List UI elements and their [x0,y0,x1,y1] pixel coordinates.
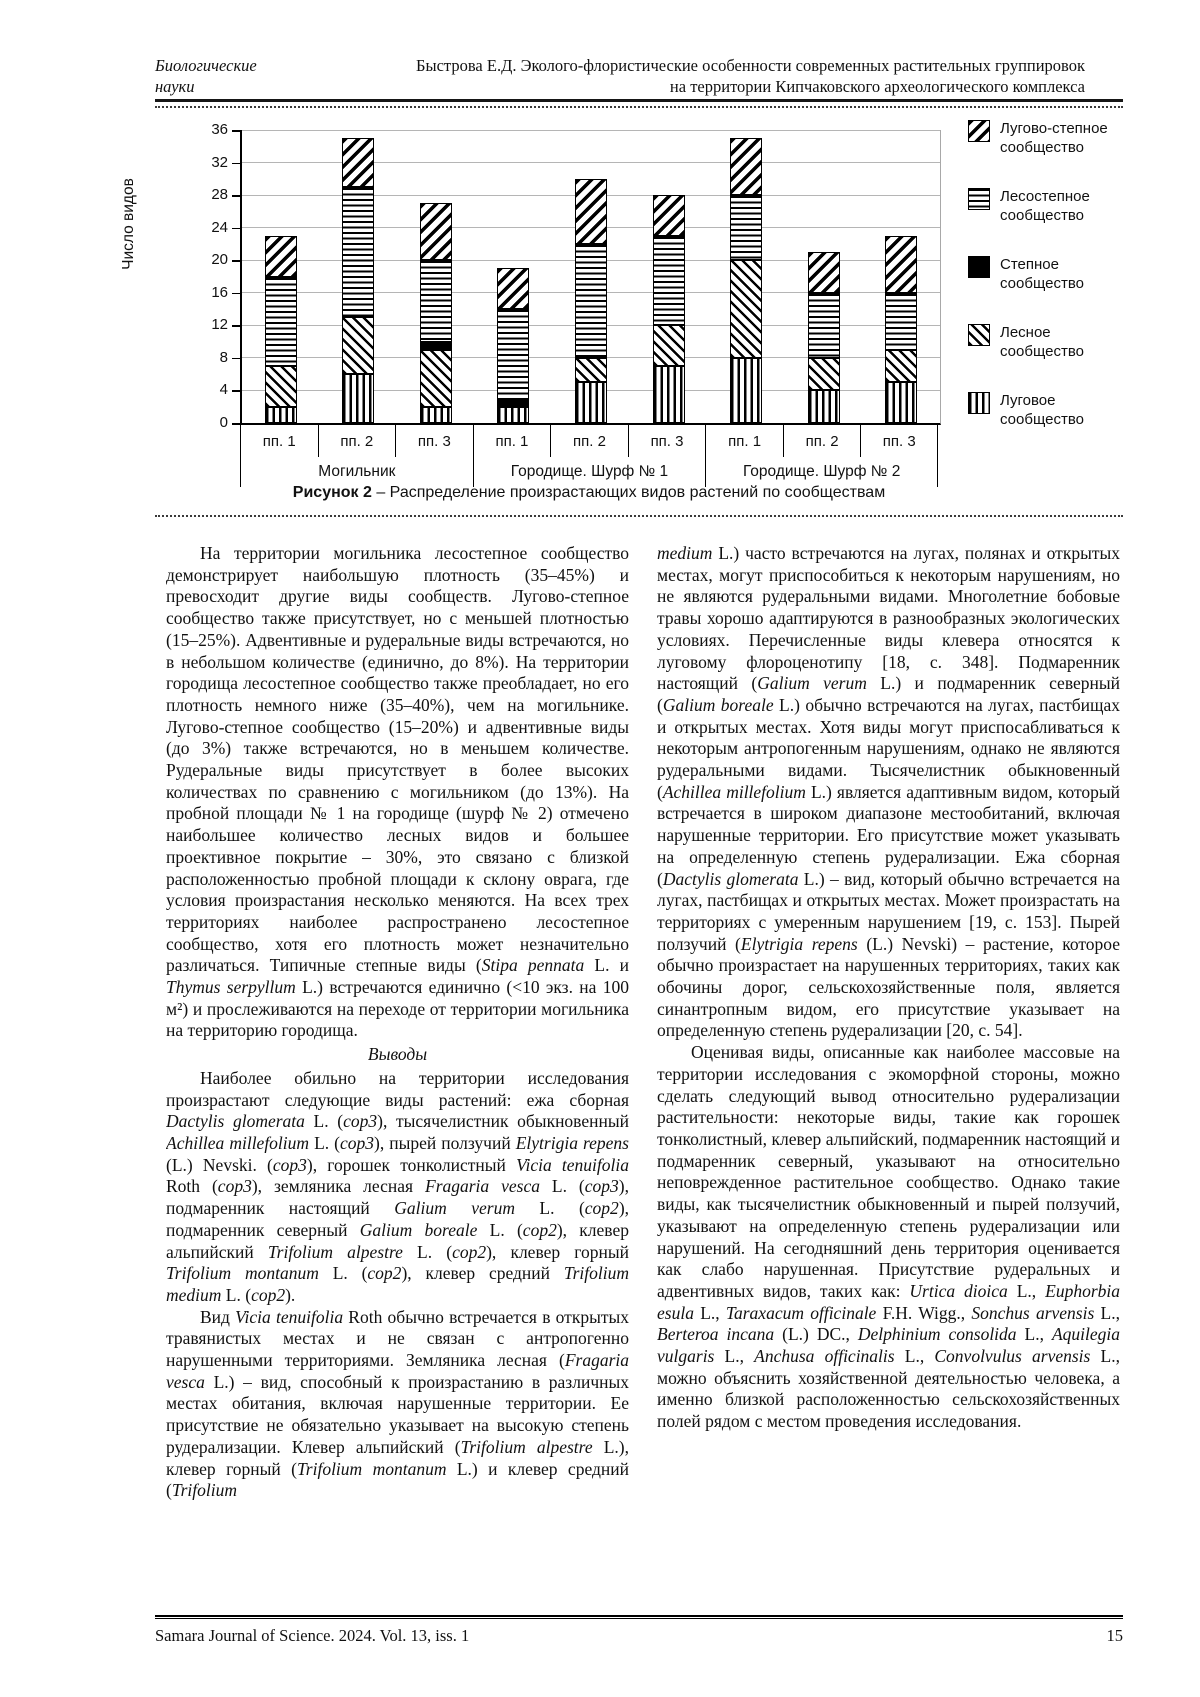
y-tick-mark [232,390,240,392]
legend-label-line1: Лесостепное [1000,188,1090,205]
legend-swatch [968,324,990,346]
y-tick-label: 0 [219,414,228,431]
bar-segment [265,366,297,407]
bar-segment [575,382,607,423]
legend-swatch [968,392,990,414]
y-tick-label: 4 [219,381,228,399]
legend-label-line2: сообщество [1000,207,1084,224]
section-line2: науки [155,77,195,96]
y-tick-label: 16 [211,283,228,301]
body-paragraph: Наиболее обильно на территории исследования произрастают следующие виды растений: ежа сборная Dactylis glomerata L. (cop3), тысячелистник обыкновенный Achillea millefolium L. (cop3), пырей ползучий Elytrigia repens (L.) Nevski. (cop3), горошек тонколистный Vicia tenuifolia Roth (cop3), земляника лесная Fragaria vesca L. (cop3), подмаренник настоящий Galium verum L. (cop2), подмаренник северный Galium boreale L. (cop2), клевер альпийский Trifolium alpestre L. (cop2), клевер горный Trifolium montanum L. (cop2), клевер средний Trifolium medium L. (cop2). [166,1067,629,1305]
bar-segment [420,203,452,260]
bar-segment [885,236,917,293]
legend-label-line1: Лесное [1000,324,1051,341]
y-tick-label: 8 [219,348,228,366]
plot-area [240,130,941,425]
bar-segment [653,236,685,326]
legend-label-line2: сообщество [1000,275,1084,292]
bar-segment [653,325,685,366]
bar-segment [497,268,529,309]
legend-label-line2: сообщество [1000,411,1084,428]
bar-segment [575,179,607,244]
legend-label-line2: сообщество [1000,343,1084,360]
bar-segment [885,350,917,383]
legend-label-line1: Лугово-степное [1000,120,1108,137]
y-tick-mark [232,293,240,295]
x-axis-category-cell: пп. 2 [783,425,861,457]
x-axis-group-cell: Могильник [240,457,473,487]
bar-segment [265,407,297,423]
x-axis-category-cell: пп. 1 [705,425,783,457]
y-tick-label: 24 [211,218,228,236]
y-tick-mark [232,130,240,132]
running-title-line1: Быстрова Е.Д. Эколого-флористические особенности современных растительных группировок [416,56,1085,75]
running-title [345,55,1085,97]
header-rule [155,99,1123,102]
bar-segment [342,317,374,374]
legend-swatch [968,188,990,210]
bar-segment [575,358,607,382]
figure-chart [0,116,1200,488]
figure-caption-text: – Распределение произрастающих видов растений по сообществам [371,484,886,501]
caption-separator [155,515,1123,517]
x-axis-category-cell: пп. 1 [240,425,318,457]
bar-segment [653,195,685,236]
body-paragraph: На территории могильника лесостепное сообщество демонстрирует наибольшую плотность (35–45%) и превосходит другие виды сообществ. Лугово-степное сообщество также присутствует, но с меньшей плотностью (15–25%). Адвентивные и рудеральные виды встречаются, но в небольшом количестве (единично, до 8%). На территории городища лесостепное сообщество также преобладает, но его плотность немного ниже (35–40%), чем на могильнике. Лугово-степное сообщество (15–20%) и адвентивные виды (до 3%) также встречаются, но в меньшем количестве. Рудеральные виды присутствует в более высоких количествах по сравнению с могильником (до 13%). На пробной площади № 1 на городище (шурф № 2) отмечено наибольшее количество лесных видов и большее проективное покрытие – 30%, это связано с близкой расположенностью пробной площади к склону оврага, где условия произрастания несколько меняются. На всех трех территориях наиболее распространено лесостепное сообщество, хотя его плотность может незначительно различаться. Типичные степные виды (Stipa pennata L. и Thymus serpyllum L.) встречаются единично (<10 экз. на 100 м²) и прослеживаются на переходе от территории могильника на территорию городища. [166,543,629,1041]
y-tick-label: 20 [211,251,228,269]
bar-segment [420,350,452,407]
bar-segment [497,399,529,407]
bar-segment [342,374,374,423]
running-title-line2: на территории Кипчаковского археологического комплекса [669,77,1085,96]
bar-segment [730,138,762,195]
y-tick-label: 32 [211,153,228,171]
bar-segment [497,407,529,423]
y-tick-label: 28 [211,186,228,204]
legend-swatch [968,256,990,278]
body-column-right [657,543,1120,1613]
y-tick-mark [232,358,240,360]
legend-label [1000,187,1150,225]
journal-info: Samara Journal of Science. 2024. Vol. 13, iss. 1 [155,1626,470,1645]
bar-segment [497,309,529,399]
y-axis-label: Число видов [120,178,137,270]
gridline [242,130,940,131]
page-header [155,55,1085,97]
y-tick-mark [232,325,240,327]
bar-segment [575,244,607,358]
x-axis-category-cell: пп. 3 [395,425,473,457]
bar-segment [420,342,452,350]
section-label [155,55,345,97]
bar-segment [342,138,374,187]
legend-label [1000,255,1150,293]
y-tick-mark [232,423,240,425]
bar-segment [730,195,762,260]
x-axis-category-cell: пп. 2 [550,425,628,457]
bar-segment [730,260,762,358]
conclusions-heading: Выводы [367,1044,428,1065]
bar-segment [730,358,762,423]
bar-segment [420,407,452,423]
y-tick-label: 12 [211,316,228,334]
legend-label-line2: сообщество [1000,139,1084,156]
x-axis-group-cell: Городище. Шурф № 1 [473,457,706,487]
legend-label [1000,391,1150,429]
bar-segment [808,390,840,423]
legend-swatch [968,120,990,142]
bar-segment [808,293,840,358]
y-tick-mark [232,163,240,165]
x-axis-group-cell: Городище. Шурф № 2 [705,457,938,487]
figure-caption [155,484,1023,502]
bar-segment [653,366,685,423]
bar-segment [420,260,452,341]
page-footer [155,1626,1123,1646]
footer-rule [155,1615,1123,1619]
header-dotted-rule [155,106,1123,108]
y-tick-mark [232,228,240,230]
bar-segment [808,358,840,391]
legend-label-line1: Луговое [1000,392,1056,409]
page-number: 15 [1106,1626,1123,1645]
legend-label-line1: Степное [1000,256,1059,273]
bar-segment [265,277,297,367]
x-axis-category-cell: пп. 1 [473,425,551,457]
legend-label [1000,119,1150,157]
legend-label [1000,323,1150,361]
bar-segment [265,236,297,277]
bar-segment [885,293,917,350]
body-paragraph: medium L.) часто встречаются на лугах, полянах и открытых местах, могут приспособиться к некоторым нарушениям, но не являются рудеральными видами. Многолетние бобовые травы хорошо адаптируются в разнообразных экологических условиях. Перечисленные виды клевера относятся к луговому флороценотипу [18, с. 348]. Подмаренник настоящий (Galium verum L.) и подмаренник северный (Galium boreale L.) обычно встречаются на лугах, пастбищах и открытых местах. Хотя виды могут приспосабливаться к некоторым антропогенным нарушениям, однако не являются рудеральными видами. Тысячелистник обыкновенный (Achillea millefolium L.) является адаптивным видом, который встречается в широком диапазоне местообитаний, включая нарушенные территории. Его присутствие может указывать на определенную степень рудерализации. Ежа сборная (Dactylis glomerata L.) – вид, который обычно встречается на лугах, пастбищах и открытых местах. Может произрастать на территориях с умеренным нарушением [19, с. 153]. Пырей ползучий (Elytrigia repens (L.) Nevski) – растение, которое обычно произрастает на нарушенных территориях, таких как обочины дорог, сельскохозяйственные поля, является синантропным видом, его присутствие указывает на определенную степень рудерализации [20, с. 54]. [657,543,1120,1041]
body-paragraph: Оценивая виды, описанные как наиболее массовые на территории исследования с экоморфной стороны, можно сделать следующий вывод относительно рудерализации растительности: некоторые виды, такие как горошек тонколистный, клевер альпийский, подмаренник настоящий и подмаренник северный, указывают на относительно неповрежденное растительное сообщество. Однако такие виды, как тысячелистник обыкновенный и пырей ползучий, указывают на определенную степень рудерализации или нарушений. На сегодняшний день территория оценивается как слабо нарушенная. Присутствие рудеральных и адвентивных видов, таких как: Urtica dioica L., Euphorbia esula L., Taraxacum officinale F.H. Wigg., Sonchus arvensis L., Berteroa incana (L.) DC., Delphinium consolida L., Aquilegia vulgaris L., Anchusa officinalis L., Convolvulus arvensis L., можно объяснить хозяйственной деятельностью человека, а именно близкой расположенностью сельскохозяйственных полей рядом с местом проведения исследования. [657,1042,1120,1432]
y-tick-mark [232,260,240,262]
body-paragraph: Вид Vicia tenuifolia Roth обычно встречается в открытых травянистых местах и не связан с антропогенно нарушенными территориями. Земляника лесная (Fragaria vesca L.) – вид, способный к произрастанию в различных местах обитания, включая нарушенные территории. Ее присутствие не обязательно указывает на высокую степень рудерализации. Клевер альпийский (Trifolium alpestre L.), клевер горный (Trifolium montanum L.) и клевер средний (Trifolium [166,1306,629,1501]
bar-segment [885,382,917,423]
section-line1: Биологические [155,56,257,75]
y-tick-label: 36 [211,121,228,138]
x-axis-category-cell: пп. 3 [628,425,706,457]
figure-caption-number: Рисунок 2 [292,484,372,501]
bar-segment [342,187,374,317]
bar-segment [808,252,840,293]
body-column-left [166,543,629,1613]
y-tick-mark [232,195,240,197]
x-axis-category-cell: пп. 3 [860,425,938,457]
x-axis-category-cell: пп. 2 [318,425,396,457]
